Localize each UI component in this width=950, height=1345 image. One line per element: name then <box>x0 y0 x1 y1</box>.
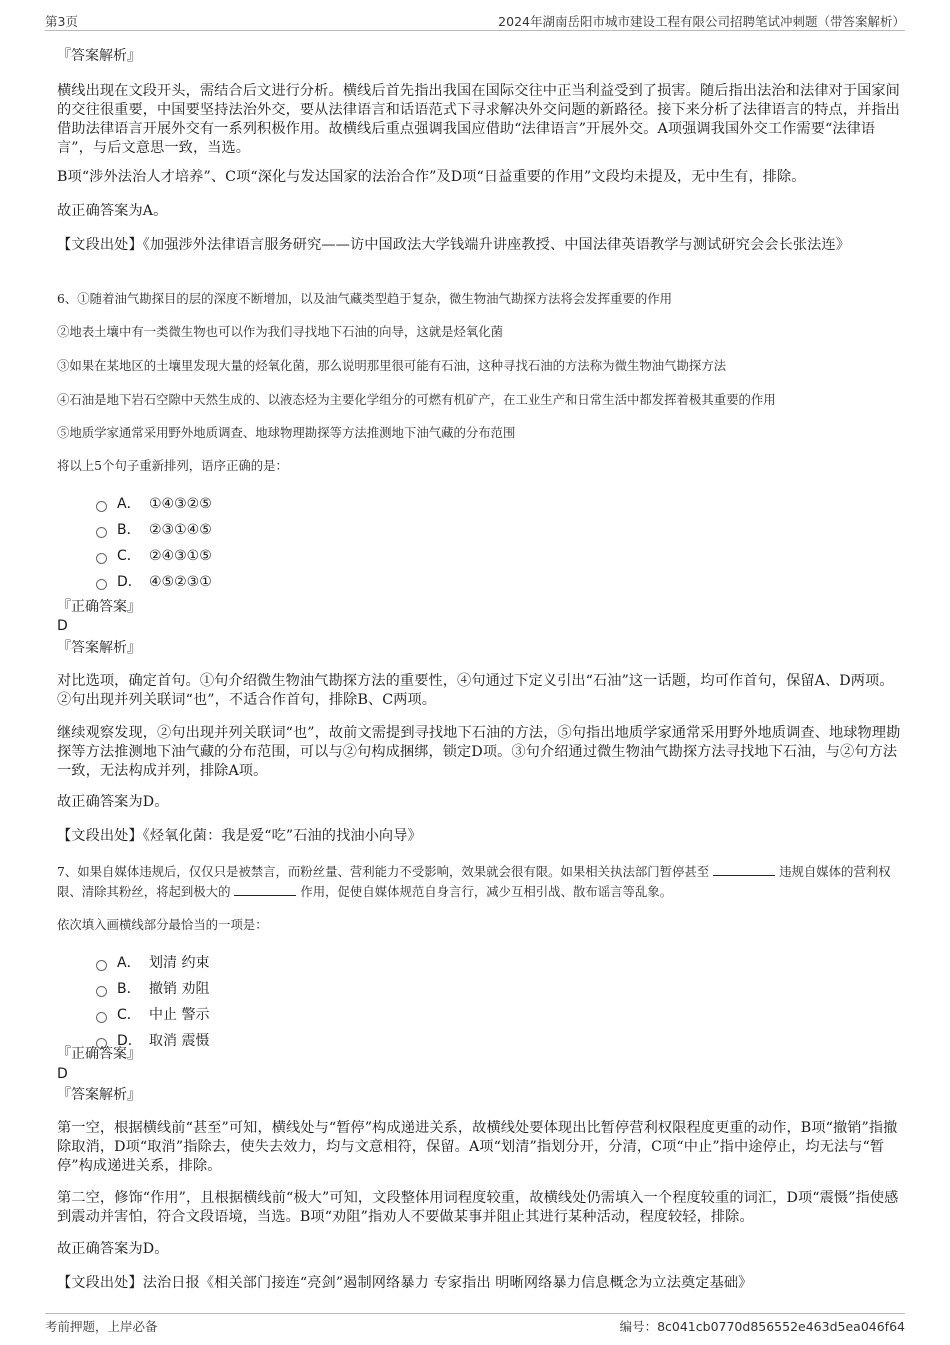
q6-sentence-4: ④石油是地下岩石空隙中天然生成的、以液态烃为主要化学组分的可燃有机矿产，在工业生产和日常生活中都发挥着极其重要的作用 <box>57 392 776 407</box>
q7-source: 【文段出处】法治日报《相关部门接连“亮剑”遏制网络暴力 专家指出 明晰网络暴力信息概念为立法奠定基础》 <box>57 1275 753 1291</box>
q6-source: 【文段出处】《烃氧化菌：我是爱“吃”石油的找油小向导》 <box>57 828 422 844</box>
q7-answer: D <box>57 1066 68 1082</box>
q6-analysis-p2: 继续观察发现，②句出现并列关联词“也”，故前文需提到寻找地下石油的方法，⑤句指出地质学家通常采用野外地质调查、地球物理勘探等方法推测地下油气藏的分布范围，可以与②句构成捆绑，锁定D项。③句介绍通过微生物油气勘探方法寻找地下石油，与②句方法一致，无法构成并列，排除A项。 <box>57 725 901 779</box>
page-footer <box>45 1313 905 1336</box>
radio-icon[interactable] <box>96 501 107 512</box>
q5-analysis-p2: B项“涉外法治人才培养”、C项“深化与发达国家的法治合作”及D项“日益重要的作用”文段均未提及，无中生有，排除。 <box>57 169 806 185</box>
q6-analysis-p1: 对比选项，确定首句。①句介绍微生物油气勘探方法的重要性，④句通过下定义引出“石油”这一话题，均可作首句，保留A、D两项。②句出现并列关联词“也”，不适合作首句，排除B、C两项。 <box>57 673 894 708</box>
q7-analysis-p1: 第一空，根据横线前“甚至”可知，横线处与“暂停”构成递进关系，故横线处要体现出比暂停营利权限程度更重的动作，B项“撤销”指撤除取消，D项“取消”指除去，使失去效力，均与文意相符，保留。A项“划清”指划分开，分清，C项“中止”指中途停止，均无法与“暂停”构成递进关系，排除。 <box>57 1120 898 1174</box>
q6-option-d[interactable]: D． ④⑤②③① <box>96 571 212 591</box>
q5-source: 【文段出处】《加强涉外法律语言服务研究——访中国政法大学钱端升讲座教授、中国法律英语教学与测试研究会会长张法连》 <box>57 237 851 253</box>
q6-sentence-2: ②地表土壤中有一类微生物也可以作为我们寻找地下石油的向导，这就是烃氧化菌 <box>57 324 504 339</box>
radio-icon[interactable] <box>96 553 107 564</box>
q6-option-a[interactable]: A． ①④③②⑤ <box>96 493 212 513</box>
fill-blank-2[interactable] <box>234 884 296 896</box>
q6-sentence-1: 6、①随着油气勘探目的层的深度不断增加，以及油气藏类型趋于复杂，微生物油气勘探方法将会发挥重要的作用 <box>57 291 673 306</box>
q7-option-a[interactable]: A． 划清 约束 <box>96 952 209 972</box>
q7-analysis-p2: 第二空，修饰“作用”，且根据横线前“极大”可知，文段整体用词程度较重，故横线处仍需填入一个程度较重的词汇，D项“震慑”指使感到震动并害怕，符合文段语境，当选。B项“劝阻”指劝人不要做某事并阻止其进行某种活动，程度较轻，排除。 <box>57 1190 899 1225</box>
q6-prompt: 将以上5个句子重新排列，语序正确的是： <box>57 458 288 473</box>
radio-icon[interactable] <box>96 527 107 538</box>
document-title: 2024年湖南岳阳市城市建设工程有限公司招聘笔试冲刺题（带答案解析） <box>498 14 905 29</box>
q6-answer: D <box>57 618 68 634</box>
radio-icon[interactable] <box>96 960 107 971</box>
q6-analysis-p3: 故正确答案为D。 <box>57 794 169 810</box>
q6-option-c[interactable]: C． ②④③①⑤ <box>96 545 212 565</box>
q7-correct-tag: 『正确答案』 <box>57 1046 141 1062</box>
radio-icon[interactable] <box>96 986 107 997</box>
q7-option-c[interactable]: C． 中止 警示 <box>96 1004 209 1024</box>
q6-analysis-tag: 『答案解析』 <box>57 640 141 656</box>
radio-icon[interactable] <box>96 579 107 590</box>
q5-analysis-p3: 故正确答案为A。 <box>57 203 168 219</box>
q6-option-b[interactable]: B． ②③①④⑤ <box>96 519 212 539</box>
q7-analysis-tag: 『答案解析』 <box>57 1087 141 1103</box>
page-header <box>45 10 905 31</box>
q7-option-d[interactable]: D． 取消 震慑 <box>96 1030 209 1050</box>
document-id: 编号：8c041cb0770d856552e463d5ea046f64 <box>619 1319 905 1334</box>
fill-blank-1[interactable] <box>713 864 775 876</box>
q7-stem: 7、如果自媒体违规后，仅仅只是被禁言，而粉丝量、营利能力不受影响，效果就会很有限。如果相关执法部门暂停甚至 违规自媒体的营利权限、清除其粉丝，将起到极大的 作用，促使自媒体规范自身言行，减少互相引战、散布谣言等乱象。 <box>57 864 891 899</box>
q7-option-b[interactable]: B． 撤销 劝阻 <box>96 978 209 998</box>
page-number: 第3页 <box>45 14 78 29</box>
q6-sentence-5: ⑤地质学家通常采用野外地质调查、地球物理勘探等方法推测地下油气藏的分布范围 <box>57 425 516 440</box>
q7-analysis-p3: 故正确答案为D。 <box>57 1241 169 1257</box>
q5-analysis-tag: 『答案解析』 <box>57 48 141 64</box>
q6-correct-tag: 『正确答案』 <box>57 599 141 615</box>
radio-icon[interactable] <box>96 1012 107 1023</box>
footer-slogan: 考前押题，上岸必备 <box>45 1319 158 1334</box>
q6-sentence-3: ③如果在某地区的土壤里发现大量的烃氧化菌，那么说明那里很可能有石油，这种寻找石油的方法称为微生物油气勘探方法 <box>57 358 727 373</box>
q7-prompt: 依次填入画横线部分最恰当的一项是： <box>57 917 268 932</box>
q5-analysis-p1: 横线出现在文段开头，需结合后文进行分析。横线后首先指出我国在国际交往中正当利益受到了损害。随后指出法治和法律对于国家间的交往很重要，中国要坚持法治外交，要从法律语言和话语范式下寻求解决外交问题的新路径。接下来分析了法律语言的特点，并指出借助法律语言开展外交有一系列积极作用。故横线后重点强调我国应借助“法律语言”开展外交。A项强调我国外交工作需要“法律语言”，与后文意思一致，当选。 <box>57 83 900 156</box>
